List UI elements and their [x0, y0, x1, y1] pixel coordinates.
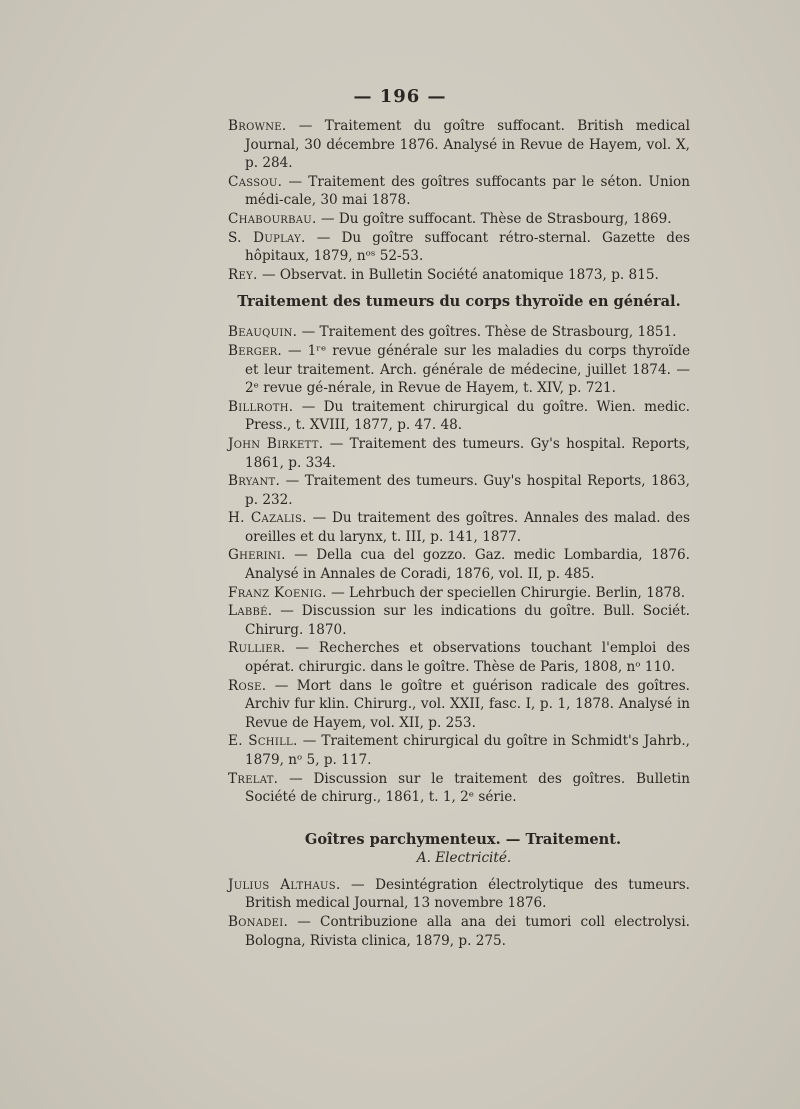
- bibliography-entry: [228, 435, 690, 472]
- entry-text: — Discussion sur les indications du goître. Bull. Sociét. Chirurg. 1870.: [245, 603, 690, 638]
- entry-author: Beauquin.: [228, 324, 298, 341]
- bibliography-entry: [228, 876, 690, 913]
- entry-author: Rey.: [228, 266, 258, 283]
- entry-text: — Observat. in Bulletin Société anatomique 1873, p. 815.: [257, 266, 659, 283]
- bibliography: [228, 117, 690, 950]
- entry-author: Julius Althaus.: [228, 876, 341, 893]
- entry-text: — Traitement des tumeurs. Gy's hospital. Reports, 1861, p. 334.: [245, 435, 690, 471]
- entry-author: Labbé.: [228, 603, 273, 620]
- entry-author: Berger.: [228, 342, 283, 359]
- entry-text: — Du traitement chirurgical du goître. Wien. medic. Press., t. XVIII, 1877, p. 47. 48.: [245, 398, 690, 434]
- bibliography-entry: [228, 472, 690, 509]
- bibliography-entry: [228, 117, 690, 173]
- entry-text: — Traitement du goître suffocant. British medical Journal, 30 décembre 1876. Analysé in Revue de Hayem, vol. X, p. 284.: [245, 118, 690, 172]
- bibliography-entry: [228, 173, 690, 210]
- entry-author: Rullier.: [228, 640, 286, 657]
- entry-author: Chabourbau.: [228, 210, 317, 227]
- section-parchment-goitres: [228, 831, 690, 950]
- entry-text: — Recherches et observations touchant l'emploi des opérat. chirurgic. dans le goître. Thèse de Paris, 1808, nᵒ 110.: [245, 640, 690, 676]
- bibliography-entry: [228, 266, 690, 285]
- bibliography-entry: [228, 732, 690, 769]
- entry-text: — Du goître suffocant. Thèse de Strasbourg, 1869.: [316, 210, 672, 227]
- section-heading: Goîtres parchymenteux. — Traitement.: [304, 830, 622, 848]
- bibliography-entry: [228, 210, 690, 229]
- entry-author: Bryant.: [228, 473, 281, 490]
- bibliography-entry: [228, 229, 690, 266]
- section-thyroid-tumours: [228, 293, 690, 806]
- section-suffocant-goitre: [228, 117, 690, 284]
- entry-text: — Du goître suffocant rétro-sternal. Gazette des hôpitaux, 1879, nᵒˢ 52-53.: [245, 229, 690, 265]
- bibliography-entry: [228, 913, 690, 950]
- entry-text: — Du traitement des goîtres. Annales des malad. des oreilles et du larynx, t. III, p. 141, 1877.: [245, 510, 691, 545]
- entry-author: Bonadei.: [228, 913, 289, 930]
- bibliography-entry: [228, 546, 690, 583]
- bibliography-entry: [228, 509, 690, 546]
- entry-author: Cassou.: [228, 173, 283, 190]
- entry-text: — 1ʳᵉ revue générale sur les maladies du corps thyroïde et leur traitement. Arch. générale de médecine, juillet 1874. — 2ᵉ revue gé-nérale, in Revue de Hayem, t. XIV, p. 721.: [245, 342, 690, 397]
- bibliography-entry: [228, 770, 690, 807]
- entry-author: E. Schill.: [228, 733, 298, 750]
- entry-author: S. Duplay.: [228, 229, 306, 246]
- entry-author: H. Cazalis.: [228, 510, 307, 527]
- bibliography-entry: [228, 342, 690, 398]
- entry-text: — Mort dans le goître et guérison radicale des goîtres. Archiv fur klin. Chirurg., vol. XXII, fasc. I, p. 1, 1878. Analysé in Revue de Hayem, vol. XII, p. 253.: [245, 677, 690, 731]
- entry-author: Rose.: [228, 677, 267, 694]
- entry-author: Trelat.: [228, 770, 279, 787]
- entry-text: — Traitement chirurgical du goître in Schmidt's Jahrb., 1879, nᵒ 5, p. 117.: [245, 733, 690, 768]
- entry-text: — Della cua del gozzo. Gaz. medic Lombardia, 1876. Analysé in Annales de Coradi, 1876, vol. II, p. 485.: [245, 547, 690, 583]
- entry-text: — Traitement des goîtres. Thèse de Strasbourg, 1851.: [297, 324, 677, 341]
- entry-text: — Traitement des tumeurs. Guy's hospital Reports, 1863, p. 232.: [245, 473, 690, 508]
- entry-author: John Birkett.: [228, 435, 324, 452]
- entry-author: Gherini.: [228, 547, 286, 564]
- entry-author: Browne.: [228, 118, 287, 134]
- entry-text: — Desintégration électrolytique des tumeurs. British medical Journal, 13 novembre 1876.: [245, 876, 690, 912]
- bibliography-entry: [228, 323, 690, 342]
- bibliography-entry: [228, 602, 690, 639]
- entry-author: Billroth.: [228, 398, 294, 415]
- bibliography-entry: [228, 677, 690, 733]
- entry-text: — Contribuzione alla ana dei tumori coll electrolysi. Bologna, Rivista clinica, 1879, p. 275.: [245, 913, 690, 949]
- section-heading: Traitement des tumeurs du corps thyroïde en général.: [237, 293, 681, 311]
- page-number: — 196 —: [353, 86, 447, 107]
- section-subheading: A. Electricité.: [416, 849, 512, 866]
- entry-text: — Lehrbuch der speciellen Chirurgie. Berlin, 1878.: [326, 584, 686, 601]
- entry-author: Franz Koenig.: [228, 584, 327, 601]
- bibliography-entry: [228, 584, 690, 603]
- bibliography-entry: [228, 639, 690, 676]
- entry-text: — Traitement des goîtres suffocants par le séton. Union médi-cale, 30 mai 1878.: [245, 173, 690, 209]
- bibliography-entry: [228, 398, 690, 435]
- entry-text: — Discussion sur le traitement des goîtres. Bulletin Société de chirurg., 1861, t. 1, 2ᵉ série.: [245, 770, 690, 806]
